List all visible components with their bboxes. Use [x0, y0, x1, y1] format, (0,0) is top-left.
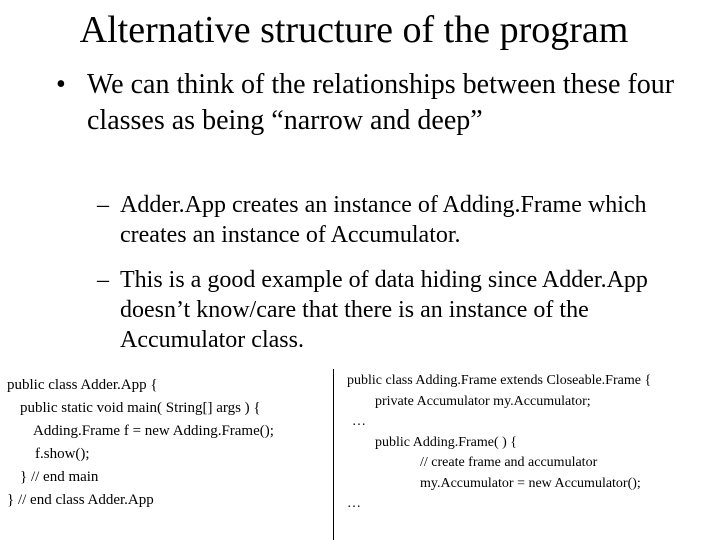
code-line: f.show(); — [35, 446, 90, 462]
main-bullet — [56, 67, 676, 139]
sub-bullet-text: This is a good example of data hiding since Adder.App doesn’t know/care that there is an instance of the Accumulator class. — [120, 267, 648, 353]
bullet-marker: • — [56, 69, 66, 100]
code-line: … — [352, 414, 366, 429]
adder-app-code — [7, 374, 327, 512]
adding-frame-code — [347, 371, 717, 515]
code-line: public class Adder.App { — [7, 377, 158, 393]
code-line: my.Accumulator = new Accumulator(); — [420, 475, 641, 491]
code-line: } // end class Adder.App — [7, 492, 154, 508]
code-line: private Accumulator my.Accumulator; — [375, 393, 591, 409]
slide-title: Alternative structure of the program — [79, 9, 629, 51]
main-bullet-text: We can think of the relationships between these four classes as being “narrow and deep” — [87, 69, 675, 136]
code-line: } // end main — [20, 469, 99, 485]
code-line: … — [347, 496, 361, 511]
sub-bullet-marker: – — [97, 192, 109, 218]
sub-bullet-text: Adder.App creates an instance of Adding.Frame which creates an instance of Accumulator. — [120, 192, 647, 248]
sub-bullet-marker: – — [97, 267, 109, 293]
code-line: // create frame and accumulator — [420, 455, 598, 470]
column-divider — [333, 369, 334, 540]
sub-bullet — [97, 265, 697, 355]
code-line: public static void main( String[] args ) { — [20, 400, 261, 416]
code-line: Adding.Frame f = new Adding.Frame(); — [33, 423, 274, 439]
sub-bullet — [97, 190, 697, 250]
code-line: public Adding.Frame( ) { — [375, 434, 518, 450]
code-line: public class Adding.Frame extends Closeable.Frame { — [347, 373, 652, 388]
